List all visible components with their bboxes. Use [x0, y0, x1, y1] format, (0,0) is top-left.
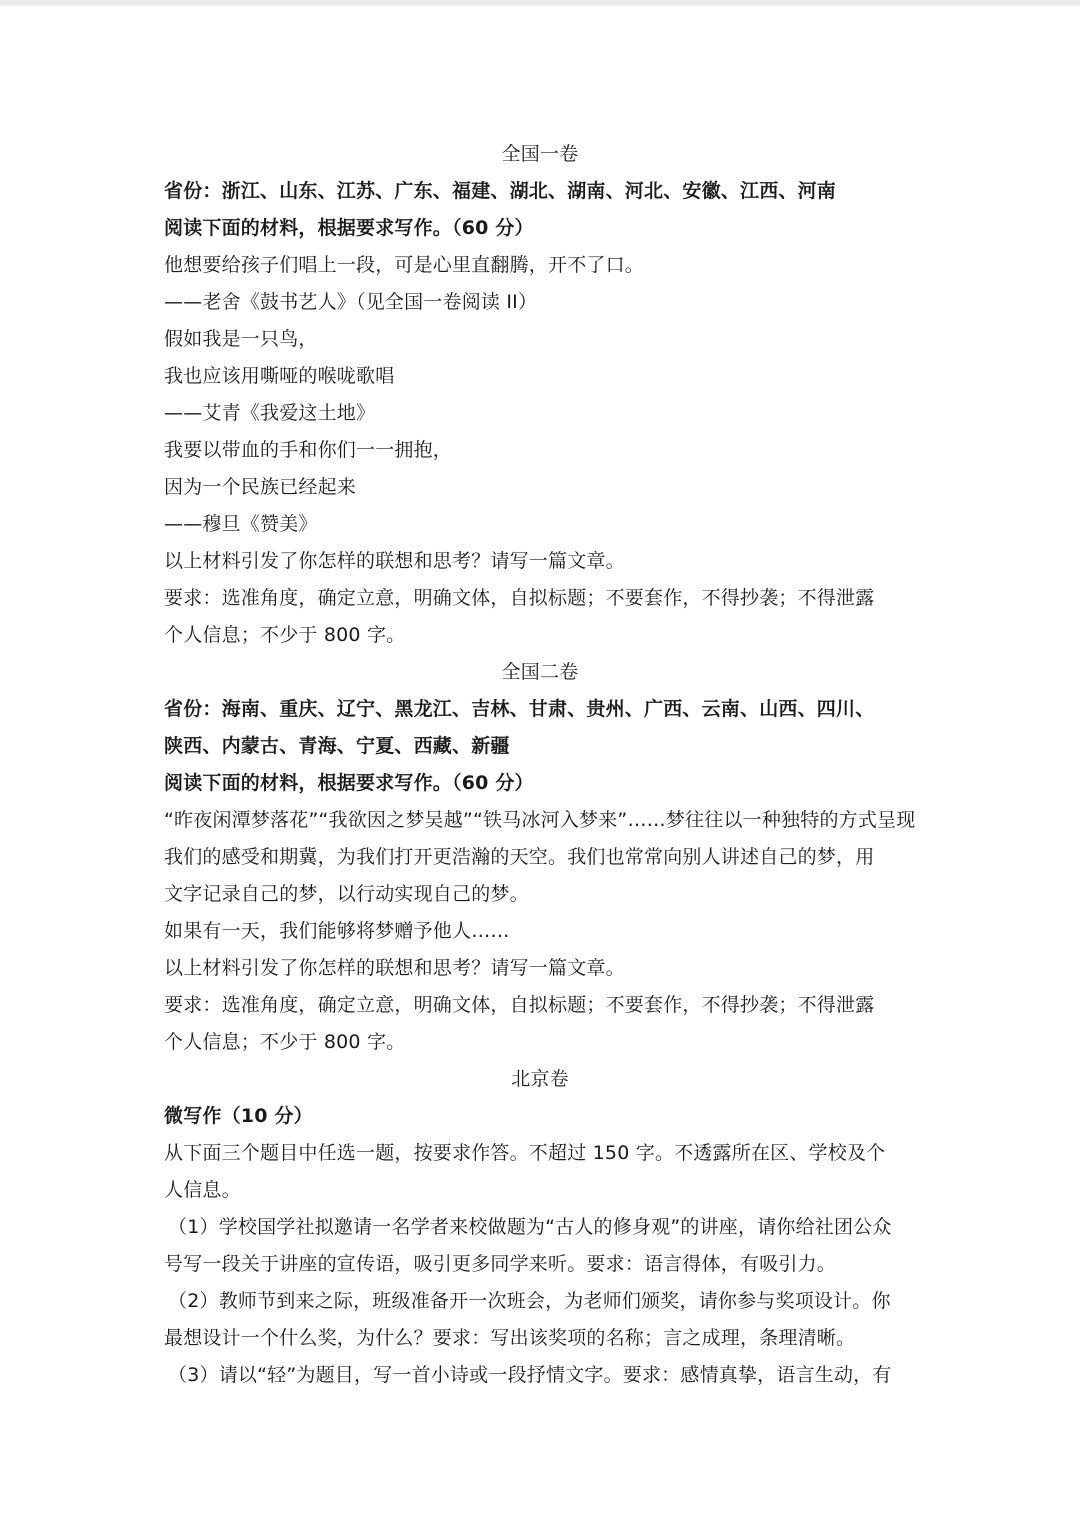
text-line: ——穆旦《赞美》: [164, 513, 318, 535]
text-line: 假如我是一只鸟，: [164, 328, 318, 350]
text-line: 因为一个民族已经起来: [164, 476, 357, 498]
text-line: 要求：选准角度，确定立意，明确文体，自拟标题；不要套作，不得抄袭；不得泄露: [164, 587, 875, 609]
text-line: 我们的感受和期冀，为我们打开更浩瀚的天空。我们也常常向别人讲述自己的梦，用: [164, 846, 875, 868]
text-line: 号写一段关于讲座的宣传语，吸引更多同学来听。要求：语言得体，有吸引力。: [164, 1253, 837, 1275]
text-line: 个人信息；不少于 800 字。: [164, 624, 406, 646]
text-line: 文字记录自己的梦，以行动实现自己的梦。: [164, 883, 529, 905]
text-line: 最想设计一个什么奖，为什么？要求：写出该奖项的名称；言之成理，条理清晰。: [164, 1327, 856, 1349]
text-line: （1）学校国学社拟邀请一名学者来校做题为“古人的修身观”的讲座，请你给社团公众: [168, 1216, 892, 1238]
text-line: 要求：选准角度，确定立意，明确文体，自拟标题；不要套作，不得抄袭；不得泄露: [164, 994, 875, 1016]
section-heading: 全国一卷: [501, 143, 579, 165]
section-heading: 全国二卷: [501, 661, 579, 683]
document-page: [164, 136, 916, 1394]
text-line: 人信息。: [164, 1179, 241, 1201]
instruction-line: 阅读下面的材料，根据要求写作。（60 分）: [164, 217, 534, 239]
provinces-line: 省份：海南、重庆、辽宁、黑龙江、吉林、甘肃、贵州、广西、云南、山西、四川、: [164, 698, 875, 720]
subheading: 微写作（10 分）: [164, 1105, 313, 1127]
text-line: “昨夜闲潭梦落花”“我欲因之梦吴越”“铁马冰河入梦来”……梦往往以一种独特的方式呈现: [164, 809, 916, 831]
text-line: 如果有一天，我们能够将梦赠予他人……: [164, 920, 510, 942]
text-line: 我也应该用嘶哑的喉咙歌唱: [164, 365, 395, 387]
section-heading: 北京卷: [511, 1068, 569, 1090]
provinces-line: 省份：浙江、山东、江苏、广东、福建、湖北、湖南、河北、安徽、江西、河南: [164, 180, 837, 202]
text-line: 从下面三个题目中任选一题，按要求作答。不超过 150 字。不透露所在区、学校及个: [164, 1142, 886, 1164]
top-strip: [0, 0, 1080, 6]
text-line: 个人信息；不少于 800 字。: [164, 1031, 406, 1053]
text-line: 他想要给孩子们唱上一段，可是心里直翻腾，开不了口。: [164, 254, 645, 276]
instruction-line: 阅读下面的材料，根据要求写作。（60 分）: [164, 772, 534, 794]
provinces-line: 陕西、内蒙古、青海、宁夏、西藏、新疆: [164, 735, 510, 757]
text-line: ——老舍《鼓书艺人》（见全国一卷阅读 II）: [164, 291, 538, 313]
text-line: ——艾青《我爱这土地》: [164, 402, 376, 424]
text-line: （2）教师节到来之际，班级准备开一次班会，为老师们颁奖，请你参与奖项设计。你: [168, 1290, 891, 1312]
text-line: 以上材料引发了你怎样的联想和思考？请写一篇文章。: [164, 957, 625, 979]
text-line: （3）请以“轻”为题目，写一首小诗或一段抒情文字。要求：感情真挚，语言生动，有: [168, 1364, 892, 1386]
text-line: 以上材料引发了你怎样的联想和思考？请写一篇文章。: [164, 550, 625, 572]
text-line: 我要以带血的手和你们一一拥抱，: [164, 439, 453, 461]
